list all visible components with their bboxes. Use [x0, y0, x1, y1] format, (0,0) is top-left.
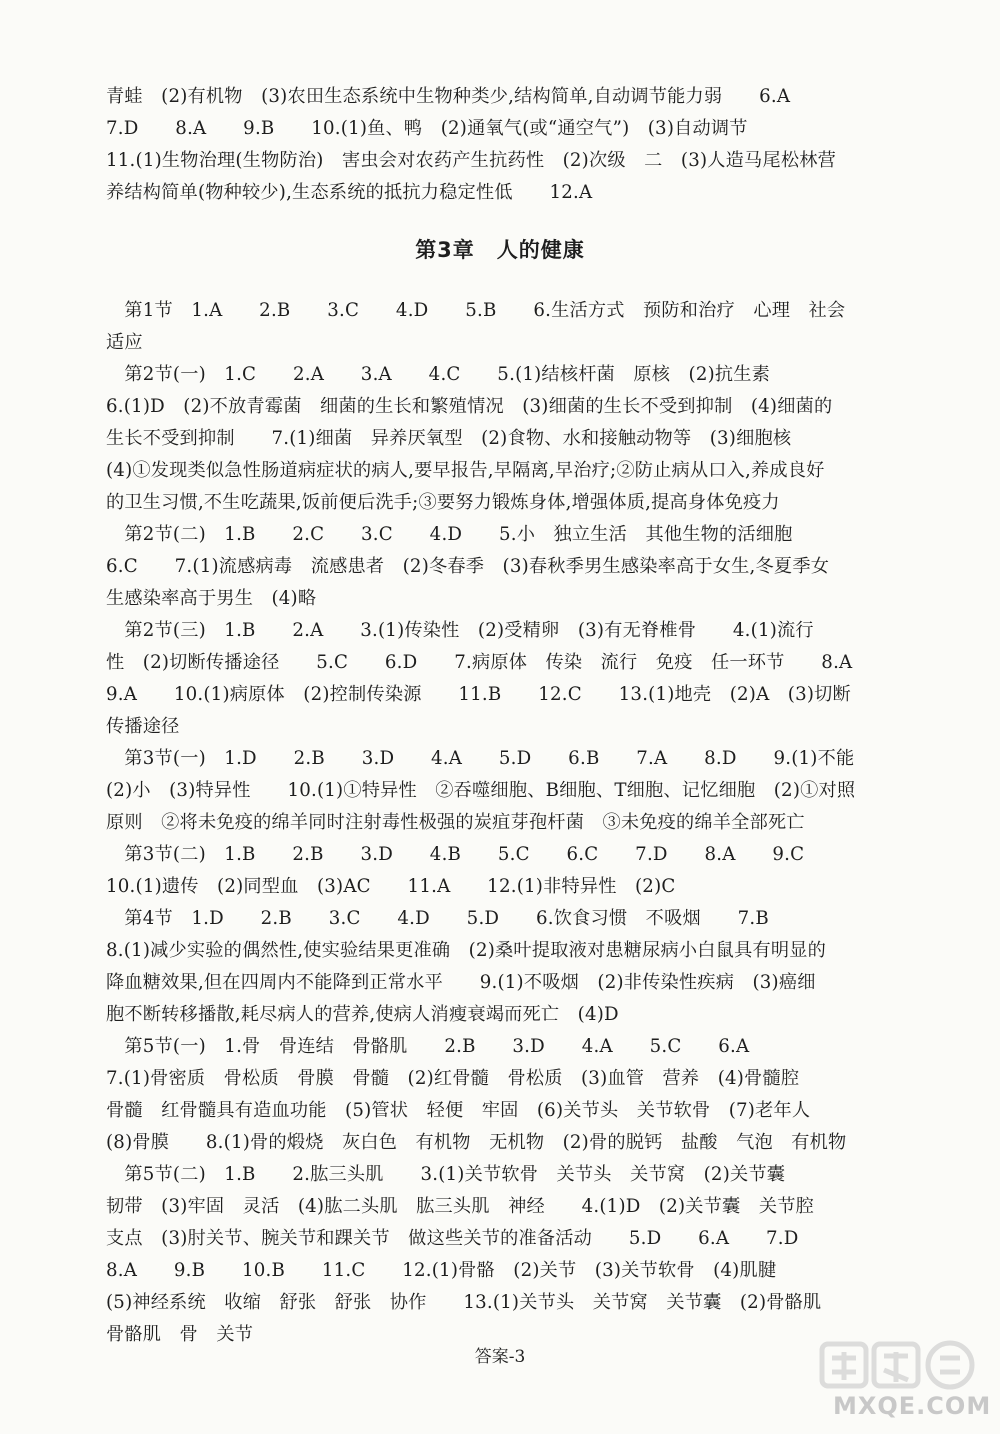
answer-line: 韧带 (3)牢固 灵活 (4)肱二头肌 肱三头肌 神经 4.(1)D (2)关节囊 关节腔 [106, 1196, 814, 1217]
answer-line: 8.(1)减少实验的偶然性,使实验结果更准确 (2)桑叶提取液对患糖尿病小白鼠具有明显的 [106, 940, 827, 961]
answer-line: 养结构简单(物种较少),生态系统的抵抗力稳定性低 12.A [106, 182, 593, 203]
answer-line: 第4节 1.D 2.B 3.C 4.D 5.D 6.饮食习惯 不吸烟 7.B [106, 908, 769, 929]
answer-line: (5)神经系统 收缩 舒张 舒张 协作 13.(1)关节头 关节窝 关节囊 (2)骨骼肌 [106, 1292, 822, 1313]
answer-line: (8)骨膜 8.(1)骨的煅烧 灰白色 有机物 无机物 (2)骨的脱钙 盐酸 气泡 有机物 [106, 1132, 847, 1153]
answer-line: 第5节(二) 1.B 2.肱三头肌 3.(1)关节软骨 关节头 关节窝 (2)关节囊 [106, 1164, 786, 1185]
answer-line: 第3节(二) 1.B 2.B 3.D 4.B 5.C 6.C 7.D 8.A 9.C [106, 844, 805, 865]
answer-line: 的卫生习惯,不生吃蔬果,饭前便后洗手;③要努力锻炼身体,增强体质,提高身体免疫力 [106, 492, 780, 513]
answer-line: 8.A 9.B 10.B 11.C 12.(1)骨骼 (2)关节 (3)关节软骨 (4)肌腱 [106, 1260, 777, 1281]
answer-line: 骨骼肌 骨 关节 [106, 1324, 254, 1345]
answer-line: 骨髓 红骨髓具有造血功能 (5)管状 轻便 牢固 (6)关节头 关节软骨 (7)老年人 [106, 1100, 811, 1121]
answer-line: 性 (2)切断传播途径 5.C 6.D 7.病原体 传染 流行 免疫 任一环节 8.A [106, 652, 853, 673]
answer-line: 传播途径 [106, 716, 180, 737]
answer-line: 第2节(三) 1.B 2.A 3.(1)传染性 (2)受精卵 (3)有无脊椎骨 4.(1)流行 [106, 620, 814, 641]
answer-line: (4)①发现类似急性肠道病症状的病人,要早报告,早隔离,早治疗;②防止病从口入,养成良好 [106, 460, 825, 481]
answer-line: 原则 ②将未免疫的绵羊同时注射毒性极强的炭疽芽孢杆菌 ③未免疫的绵羊全部死亡 [106, 812, 805, 833]
watermark-url: MXQE.COM [833, 1392, 992, 1420]
answer-line: 第5节(一) 1.骨 骨连结 骨骼肌 2.B 3.D 4.A 5.C 6.A [106, 1036, 750, 1057]
answer-line: 6.(1)D (2)不放青霉菌 细菌的生长和繁殖情况 (3)细菌的生长不受到抑制 (4)细菌的 [106, 396, 833, 417]
answer-line: 适应 [106, 332, 143, 353]
answer-line: 生长不受到抑制 7.(1)细菌 异养厌氧型 (2)食物、水和接触动物等 (3)细胞核 [106, 428, 792, 449]
answer-line: 6.C 7.(1)流感病毒 流感患者 (2)冬春季 (3)春秋季男生感染率高于女生,冬夏季女 [106, 556, 830, 577]
answer-line: 第1节 1.A 2.B 3.C 4.D 5.B 6.生活方式 预防和治疗 心理 社会 [106, 300, 846, 321]
answer-line: (2)小 (3)特异性 10.(1)①特异性 ②吞噬细胞、B细胞、T细胞、记忆细胞 (2)①对照 [106, 780, 856, 801]
page-footer: 答案-3 [474, 1347, 526, 1367]
answer-line: 胞不断转移播散,耗尽病人的营养,使病人消瘦衰竭而死亡 (4)D [106, 1004, 619, 1025]
answer-line: 青蛙 (2)有机物 (3)农田生态系统中生物种类少,结构简单,自动调节能力弱 6.A [106, 86, 791, 107]
answer-line: 第2节(二) 1.B 2.C 3.C 4.D 5.小 独立生活 其他生物的活细胞 [106, 524, 793, 545]
answer-line: 9.A 10.(1)病原体 (2)控制传染源 11.B 12.C 13.(1)地壳 (2)A (3)切断 [106, 684, 851, 705]
answer-line: 7.(1)骨密质 骨松质 骨膜 骨髓 (2)红骨髓 骨松质 (3)血管 营养 (4)骨髓腔 [106, 1068, 800, 1089]
answer-line: 第3节(一) 1.D 2.B 3.D 4.A 5.D 6.B 7.A 8.D 9.(1)不能 [106, 748, 855, 769]
answer-line: 10.(1)遗传 (2)同型血 (3)AC 11.A 12.(1)非特异性 (2)C [106, 876, 676, 897]
answer-line: 支点 (3)肘关节、腕关节和踝关节 做这些关节的准备活动 5.D 6.A 7.D [106, 1228, 799, 1249]
answer-line: 7.D 8.A 9.B 10.(1)鱼、鸭 (2)通氧气(或“通空气”) (3)自动调节 [106, 118, 748, 139]
answer-line: 降血糖效果,但在四周内不能降到正常水平 9.(1)不吸烟 (2)非传染性疾病 (3)癌细 [106, 972, 816, 993]
answer-line: 第2节(一) 1.C 2.A 3.A 4.C 5.(1)结核杆菌 原核 (2)抗生素 [106, 364, 771, 385]
chapter-title: 第3章 人的健康 [415, 238, 585, 262]
answer-line: 生感染率高于男生 (4)略 [106, 588, 317, 609]
answer-line: 11.(1)生物治理(生物防治) 害虫会对农药产生抗药性 (2)次级 二 (3)人造马尾松林营 [106, 150, 836, 171]
